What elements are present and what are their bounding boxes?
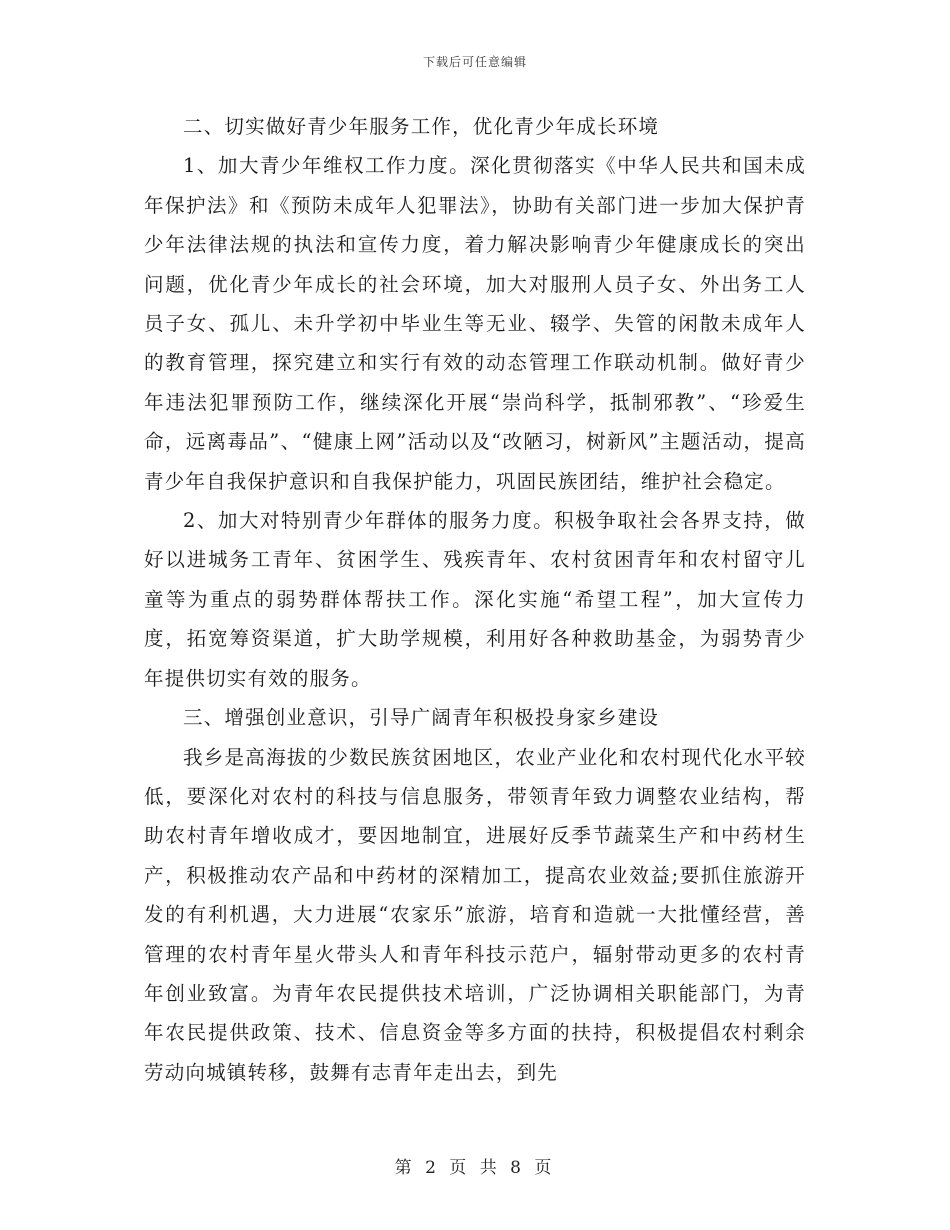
page-number: 第 2 页 共 8 页 bbox=[394, 1158, 556, 1178]
paragraph: 2、加大对特别青少年群体的服务力度。积极争取社会各界支持，做好以进城务工青年、贫困学生、残疾青年、农村贫困青年和农村留守儿童等为重点的弱势群体帮扶工作。深化实施“希望工程”，加大宣传力度，拓宽筹资渠道，扩大助学规模，利用好各种救助基金，为弱势青少年提供切实有效的服务。 bbox=[144, 509, 806, 690]
section-heading: 三、增强创业意识，引导广阔青年积极投身家乡建设 bbox=[183, 706, 660, 730]
paragraph: 我乡是高海拔的少数民族贫困地区，农业产业化和农村现代化水平较低，要深化对农村的科技与信息服务，带领青年致力调整农业结构，帮助农村青年增收成才，要因地制宜，进展好反季节蔬菜生产和中药材生产，积极推动农产品和中药材的深精加工，提高农业效益;要抓住旅游开发的有利机遇，大力进展“农家乐”旅游，培育和造就一大批懂经营，善管理的农村青年星火带头人和青年科技示范户，辐射带动更多的农村青年创业致富。为青年农民提供技术培训，广泛协调相关职能部门，为青年农民提供政策、技术、信息资金等多方面的扶持，积极提倡农村剩余劳动向城镇转移，鼓舞有志青年走出去，到先 bbox=[144, 745, 806, 1084]
paragraph: 1、加大青少年维权工作力度。深化贯彻落实《中华人民共和国未成年保护法》和《预防未成年人犯罪法》，协助有关部门进一步加大保护青少年法律法规的执法和宣传力度，着力解决影响青少年健康成长的突出问题，优化青少年成长的社会环境，加大对服刑人员子女、外出务工人员子女、孤儿、未升学初中毕业生等无业、辍学、失管的闲散未成年人的教育管理，探究建立和实行有效的动态管理工作联动机制。做好青少年违法犯罪预防工作，继续深化开展“崇尚科学，抵制邪教”、“珍爱生命，远离毒品”、“健康上网”活动以及“改陋习，树新风”主题活动，提高青少年自我保护意识和自我保护能力，巩固民族团结，维护社会稳定。 bbox=[144, 154, 806, 493]
header-note: 下载后可任意编辑 bbox=[422, 55, 527, 69]
section-heading: 二、切实做好青少年服务工作，优化青少年成长环境 bbox=[183, 115, 660, 138]
document-body bbox=[144, 107, 806, 1092]
